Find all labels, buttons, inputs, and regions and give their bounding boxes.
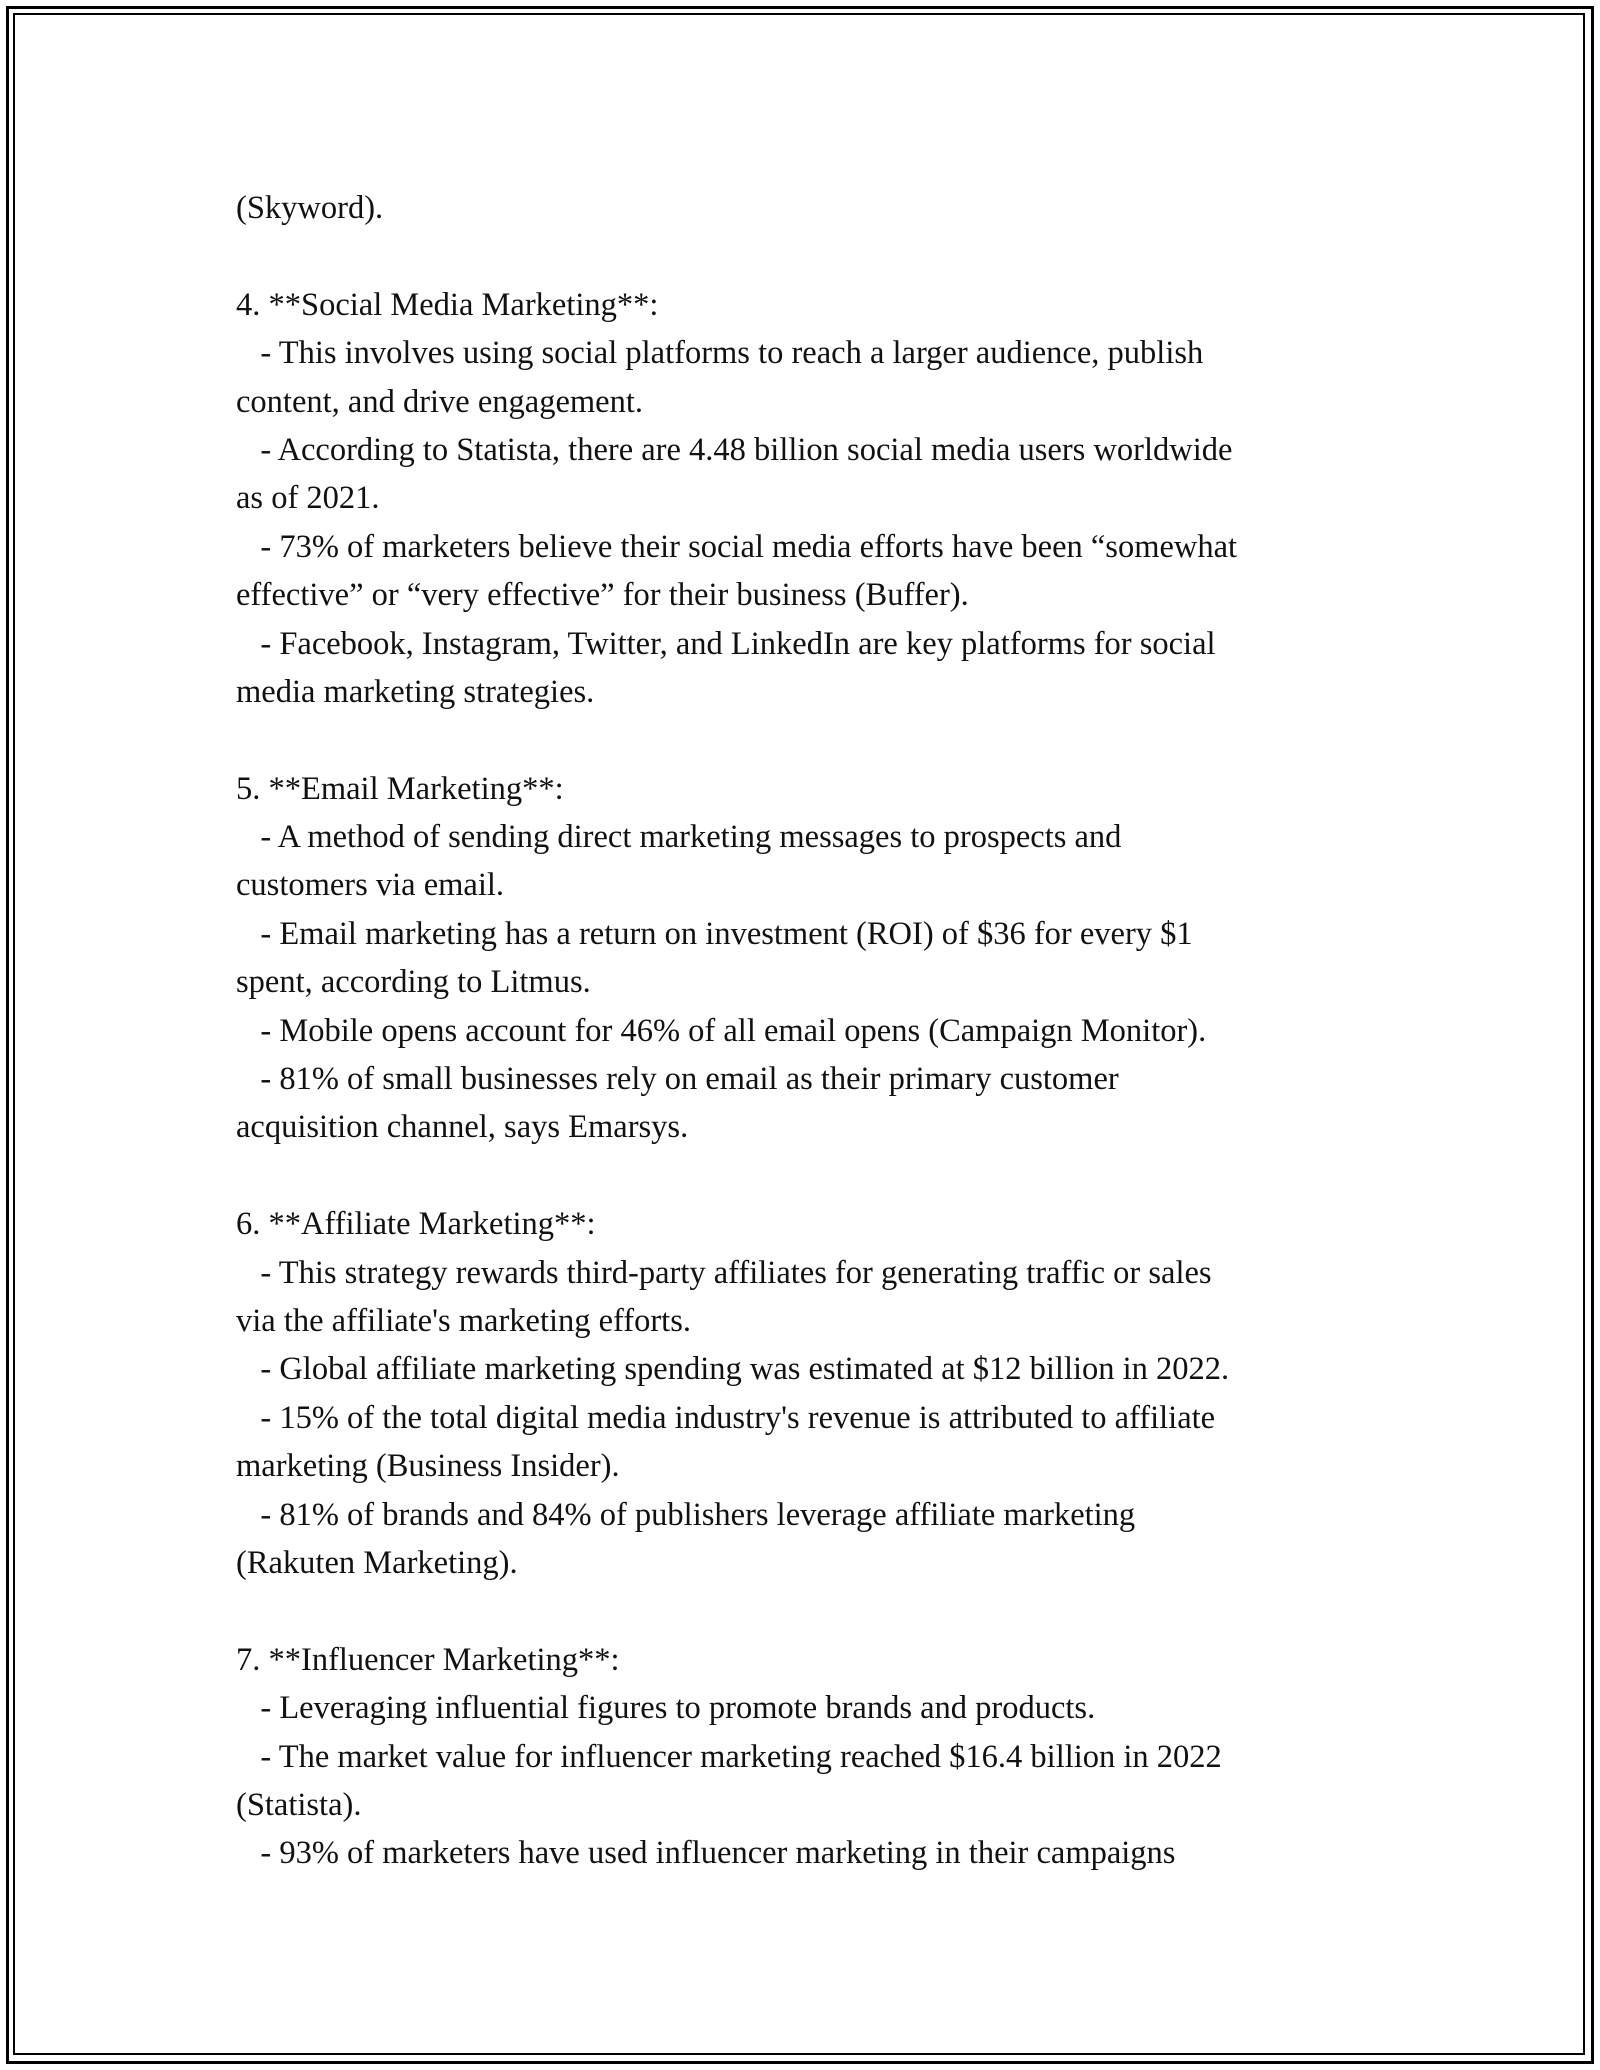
text-line: - Mobile opens account for 46% of all email opens (Campaign Monitor).	[236, 1012, 1207, 1049]
text-line: - 15% of the total digital media industry's revenue is attributed to affiliate	[236, 1399, 1216, 1436]
text-line: (Skyword).	[236, 190, 384, 226]
text-line: - 93% of marketers have used influencer marketing in their campaigns	[236, 1835, 1176, 1872]
text-line: as of 2021.	[236, 480, 380, 517]
text-line: via the affiliate's marketing efforts.	[236, 1302, 691, 1339]
document-body	[236, 184, 1416, 1878]
blank-line	[236, 1587, 1416, 1635]
section-heading-influencer: 7. **Influencer Marketing**:	[236, 1641, 620, 1678]
text-line: marketing (Business Insider).	[236, 1448, 620, 1485]
text-line: customers via email.	[236, 867, 505, 904]
text-line: media marketing strategies.	[236, 673, 595, 710]
text-line: acquisition channel, says Emarsys.	[236, 1109, 689, 1146]
blank-line	[236, 232, 1416, 280]
text-line: - The market value for influencer marketing reached $16.4 billion in 2022	[236, 1738, 1222, 1775]
section-heading-social-media: 4. **Social Media Marketing**:	[236, 286, 659, 323]
text-line: spent, according to Litmus.	[236, 964, 591, 1001]
text-line: - 81% of brands and 84% of publishers leverage affiliate marketing	[236, 1496, 1136, 1533]
text-line: - This involves using social platforms to reach a larger audience, publish	[236, 335, 1204, 372]
text-line: effective” or “very effective” for their business (Buffer).	[236, 577, 969, 614]
text-line: - This strategy rewards third-party affiliates for generating traffic or sales	[236, 1254, 1212, 1291]
text-line: - Leveraging influential figures to promote brands and products.	[236, 1690, 1096, 1727]
blank-line	[236, 716, 1416, 764]
text-line: - 81% of small businesses rely on email as their primary customer	[236, 1061, 1119, 1098]
section-heading-email: 5. **Email Marketing**:	[236, 770, 564, 807]
text-line: (Statista).	[236, 1786, 362, 1823]
text-line: (Rakuten Marketing).	[236, 1544, 518, 1581]
text-line: content, and drive engagement.	[236, 383, 643, 420]
text-line: - Global affiliate marketing spending was estimated at $12 billion in 2022.	[236, 1351, 1230, 1388]
text-line: - According to Statista, there are 4.48 billion social media users worldwide	[236, 431, 1233, 468]
text-line: - Facebook, Instagram, Twitter, and LinkedIn are key platforms for social	[236, 625, 1216, 662]
text-line: - A method of sending direct marketing messages to prospects and	[236, 819, 1122, 856]
text-line: - Email marketing has a return on investment (ROI) of $36 for every $1	[236, 915, 1193, 952]
section-heading-affiliate: 6. **Affiliate Marketing**:	[236, 1206, 596, 1243]
text-line: - 73% of marketers believe their social media efforts have been “somewhat	[236, 528, 1238, 565]
blank-line	[236, 1152, 1416, 1200]
